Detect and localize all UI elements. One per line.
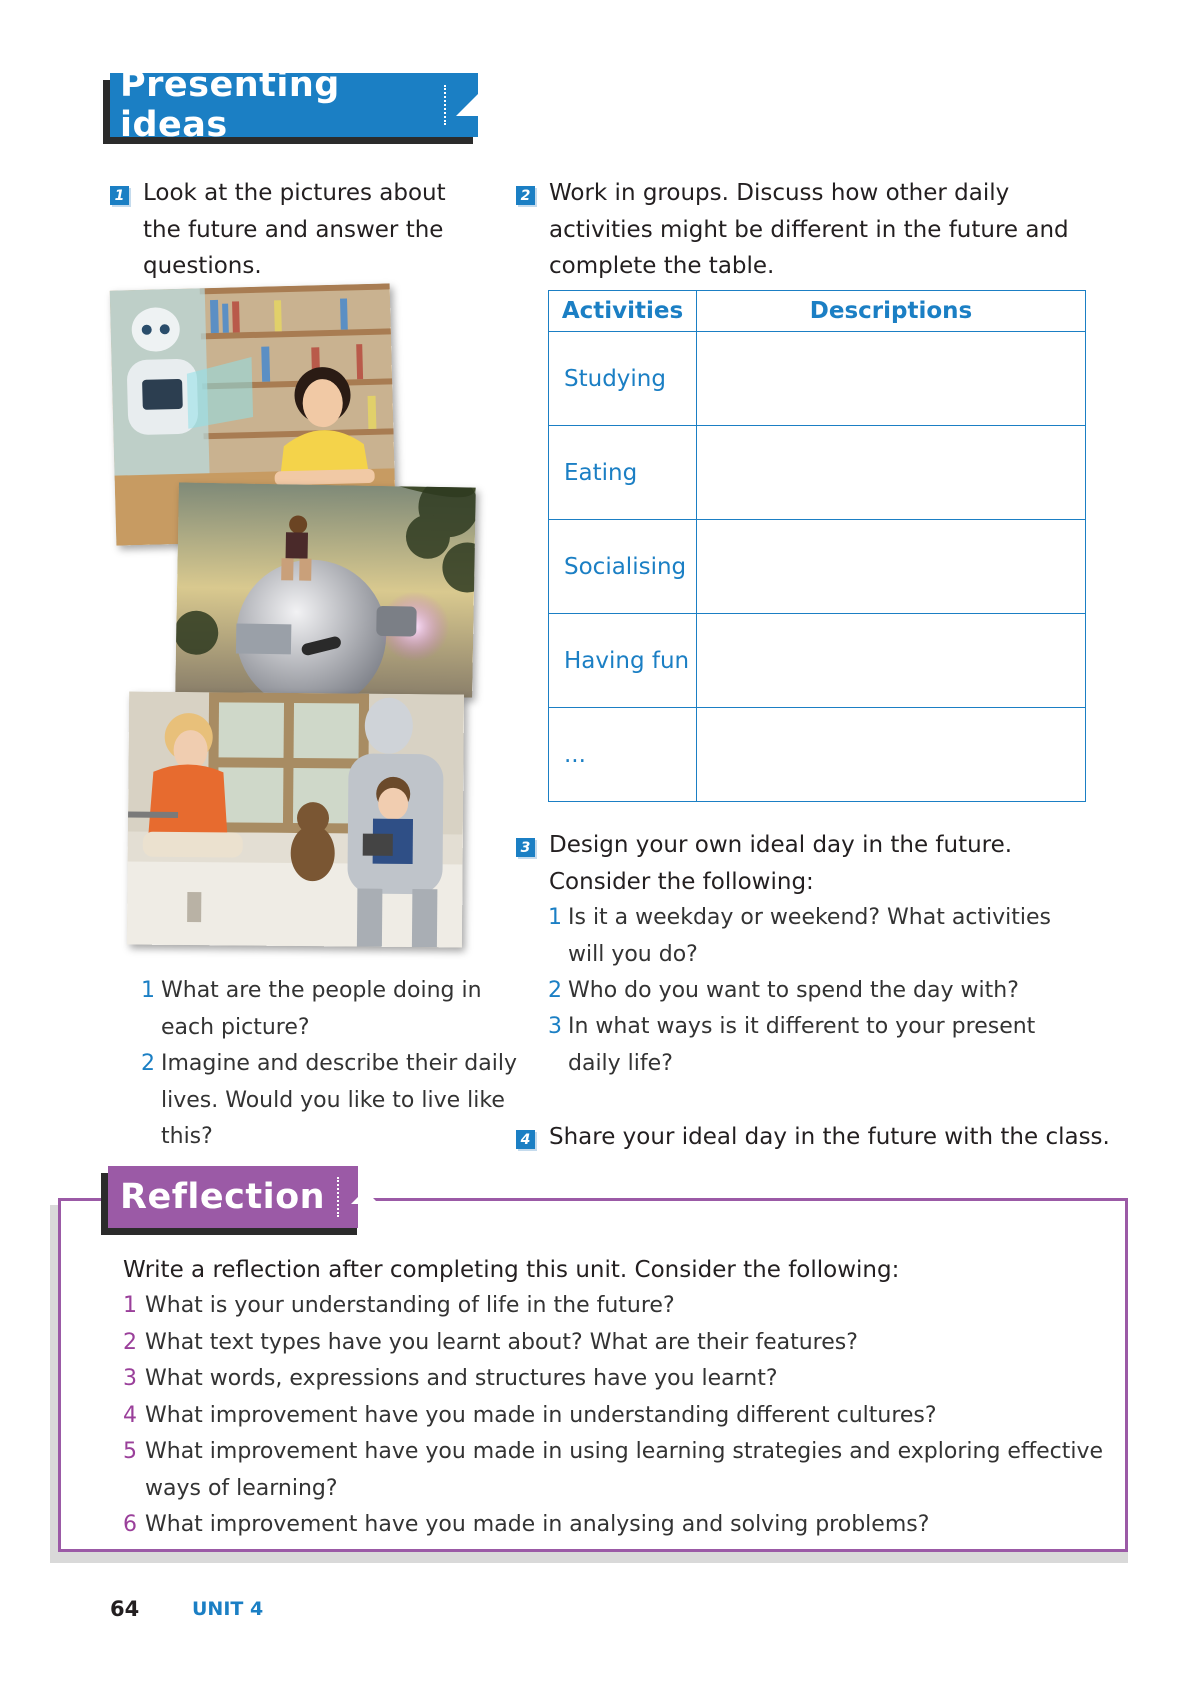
task-2-line: complete the table. [549,253,775,279]
description-cell[interactable] [697,708,1086,802]
question-text: Imagine and describe their daily [161,1051,517,1076]
task-1-line: Look at the pictures about [143,180,446,206]
list-item [123,1434,1103,1471]
task-1-instructions [143,175,446,285]
table-row [549,708,1086,802]
task-3-question-2 [548,973,1019,1010]
table-row [549,614,1086,708]
description-cell[interactable] [697,520,1086,614]
table-row [549,426,1086,520]
question-text: daily life? [568,1050,673,1076]
section-title: Presenting ideas [120,65,340,145]
section-header-presenting-ideas [110,65,478,145]
activity-cell: Socialising [549,520,697,614]
task-2-line: Work in groups. Discuss how other daily [549,180,1010,206]
page-number: 64 [110,1597,140,1621]
question-text: will you do? [568,941,698,967]
task-1-question-2 [141,1046,517,1156]
task-3-question-1 [548,900,1051,973]
question-number: 2 [141,1051,155,1076]
question-text: In what ways is it different to your present [568,1014,1036,1039]
task-3-question-3 [548,1009,1035,1082]
task-3-line: Consider the following: [549,868,814,895]
activity-cell: Having fun [549,614,697,708]
table-header-row [549,291,1086,332]
question-text: this? [161,1124,213,1149]
reflection-header [108,1166,358,1228]
table-row [549,520,1086,614]
corner-arrow-icon [456,94,478,116]
description-cell[interactable] [697,614,1086,708]
question-number: 1 [141,978,155,1003]
question-number: 1 [548,905,562,930]
task-1-line: the future and answer the [143,216,444,243]
task-1-badge: 1 [110,186,129,205]
header-divider [444,85,446,125]
photo-family-with-robot [127,692,464,948]
column-header-descriptions: Descriptions [697,291,1086,332]
list-item [123,1398,1103,1435]
task-1-line: questions. [143,253,262,279]
task-3-instructions [549,827,1012,900]
item-number: 2 [123,1329,137,1355]
reflection-list [123,1288,1103,1544]
activity-cell: Eating [549,426,697,520]
question-number: 3 [548,1014,562,1039]
header-divider [337,1177,339,1217]
item-text: What improvement have you made in using learning strategies and exploring effective [145,1439,1104,1464]
item-text: What improvement have you made in analysing and solving problems? [145,1512,930,1537]
activity-cell: ... [549,708,697,802]
item-text: What is your understanding of life in the future? [145,1293,675,1318]
item-number: 5 [123,1439,137,1464]
item-text: What text types have you learnt about? What are their features? [145,1329,858,1355]
table-row [549,332,1086,426]
reflection-intro: Write a reflection after completing this unit. Consider the following: [123,1257,900,1283]
task-1-question-1 [141,973,482,1046]
item-number: 4 [123,1402,137,1428]
description-cell[interactable] [697,332,1086,426]
task-3-badge: 3 [516,838,535,857]
question-text: each picture? [161,1014,310,1040]
list-item [123,1325,1103,1362]
task-4-instructions: Share your ideal day in the future with the class. [549,1124,1110,1150]
question-text: lives. Would you like to live like [161,1087,505,1113]
task-2-line: activities might be different in the future and [549,216,1069,243]
item-text: What words, expressions and structures have you learnt? [145,1366,778,1391]
item-number: 6 [123,1512,137,1537]
task-2-badge: 2 [516,186,535,205]
item-text: What improvement have you made in understanding different cultures? [145,1402,937,1428]
question-text: Who do you want to spend the day with? [568,978,1019,1003]
question-text: Is it a weekday or weekend? What activities [568,905,1052,930]
list-item-continuation: ways of learning? [145,1475,338,1501]
reflection-title: Reflection [120,1177,326,1217]
task-2-instructions [549,175,1069,285]
up-arrow-icon [351,1190,379,1204]
question-number: 2 [548,978,562,1003]
activities-table [548,290,1086,802]
list-item [123,1361,1103,1398]
list-item [123,1507,1103,1544]
task-3-line: Design your own ideal day in the future. [549,832,1013,858]
list-item [123,1288,1103,1325]
column-header-activities: Activities [549,291,697,332]
unit-label: UNIT 4 [192,1598,264,1620]
activity-cell: Studying [549,332,697,426]
description-cell[interactable] [697,426,1086,520]
item-number: 1 [123,1293,137,1318]
item-number: 3 [123,1366,137,1391]
task-4-badge: 4 [516,1130,535,1149]
photo-girl-on-robot [175,482,476,697]
question-text: What are the people doing in [161,978,482,1003]
